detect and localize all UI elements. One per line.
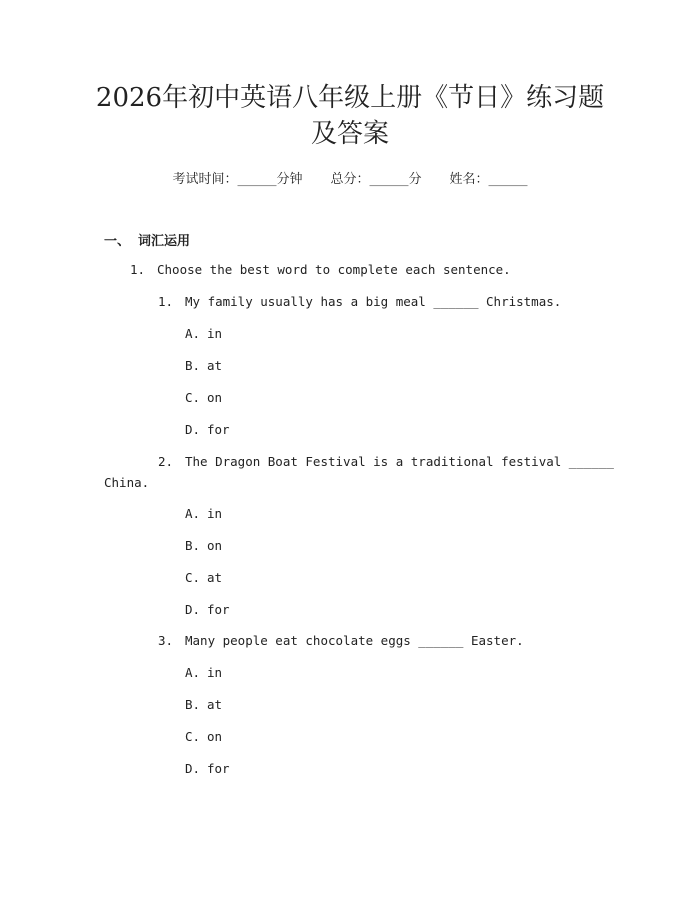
option-text: in [207,665,223,680]
subquestion-number: 1. [158,294,174,309]
option-text: for [207,422,230,437]
option-letter: D. [185,422,201,437]
question-number: 1. [130,262,146,277]
option-c [185,390,222,405]
option-text: in [207,326,223,341]
option-a [185,665,222,680]
option-text: at [207,358,223,373]
question-text: Choose the best word to complete each sentence. [157,262,511,277]
section-title: 词汇运用 [138,234,191,249]
option-c [185,729,222,744]
score-blank: ______ [369,172,409,187]
subquestion-1 [158,294,561,309]
option-letter: B. [185,697,201,712]
option-letter: A. [185,506,201,521]
section-heading [104,230,190,249]
option-a [185,326,222,341]
option-letter: A. [185,665,201,680]
option-text: at [207,697,223,712]
time-label: 考试时间： [172,172,238,187]
subquestion-number: 2. [158,454,174,469]
subquestion-text: Many people eat chocolate eggs ______ Easter. [185,633,524,648]
option-letter: A. [185,326,201,341]
option-letter: D. [185,761,201,776]
option-letter: B. [185,538,201,553]
page-title: 2026年初中英语八年级上册《节日》练习题 [95,83,605,113]
subquestion-text: The Dragon Boat Festival is a traditional festival ______ [185,454,614,469]
subquestion-2 [158,454,614,469]
option-d [185,422,230,437]
option-d [185,761,230,776]
option-letter: D. [185,602,201,617]
question-instruction [130,262,511,277]
option-b [185,538,222,553]
option-b [185,358,222,373]
time-unit: 分钟 [276,172,303,187]
name-label: 姓名： [449,172,489,187]
option-b [185,697,222,712]
option-letter: C. [185,390,201,405]
option-text: at [207,570,223,585]
subquestion-3 [158,633,524,648]
option-text: on [207,538,223,553]
section-number: 一、 [104,234,131,249]
page-title-continued: 及答案 [310,119,389,149]
option-text: in [207,506,223,521]
subquestion-text: My family usually has a big meal ______ Christmas. [185,294,562,309]
subquestion-number: 3. [158,633,174,648]
option-text: on [207,390,223,405]
option-a [185,506,222,521]
option-letter: B. [185,358,201,373]
subquestion-2-continued: China. [104,475,150,490]
score-unit: 分 [408,172,422,187]
option-c [185,570,222,585]
time-blank: ______ [237,172,277,187]
name-blank: ______ [488,172,528,187]
score-label: 总分： [330,172,370,187]
option-letter: C. [185,729,201,744]
option-letter: C. [185,570,201,585]
option-text: for [207,602,230,617]
option-text: on [207,729,223,744]
option-d [185,602,230,617]
exam-info [0,168,700,187]
option-text: for [207,761,230,776]
